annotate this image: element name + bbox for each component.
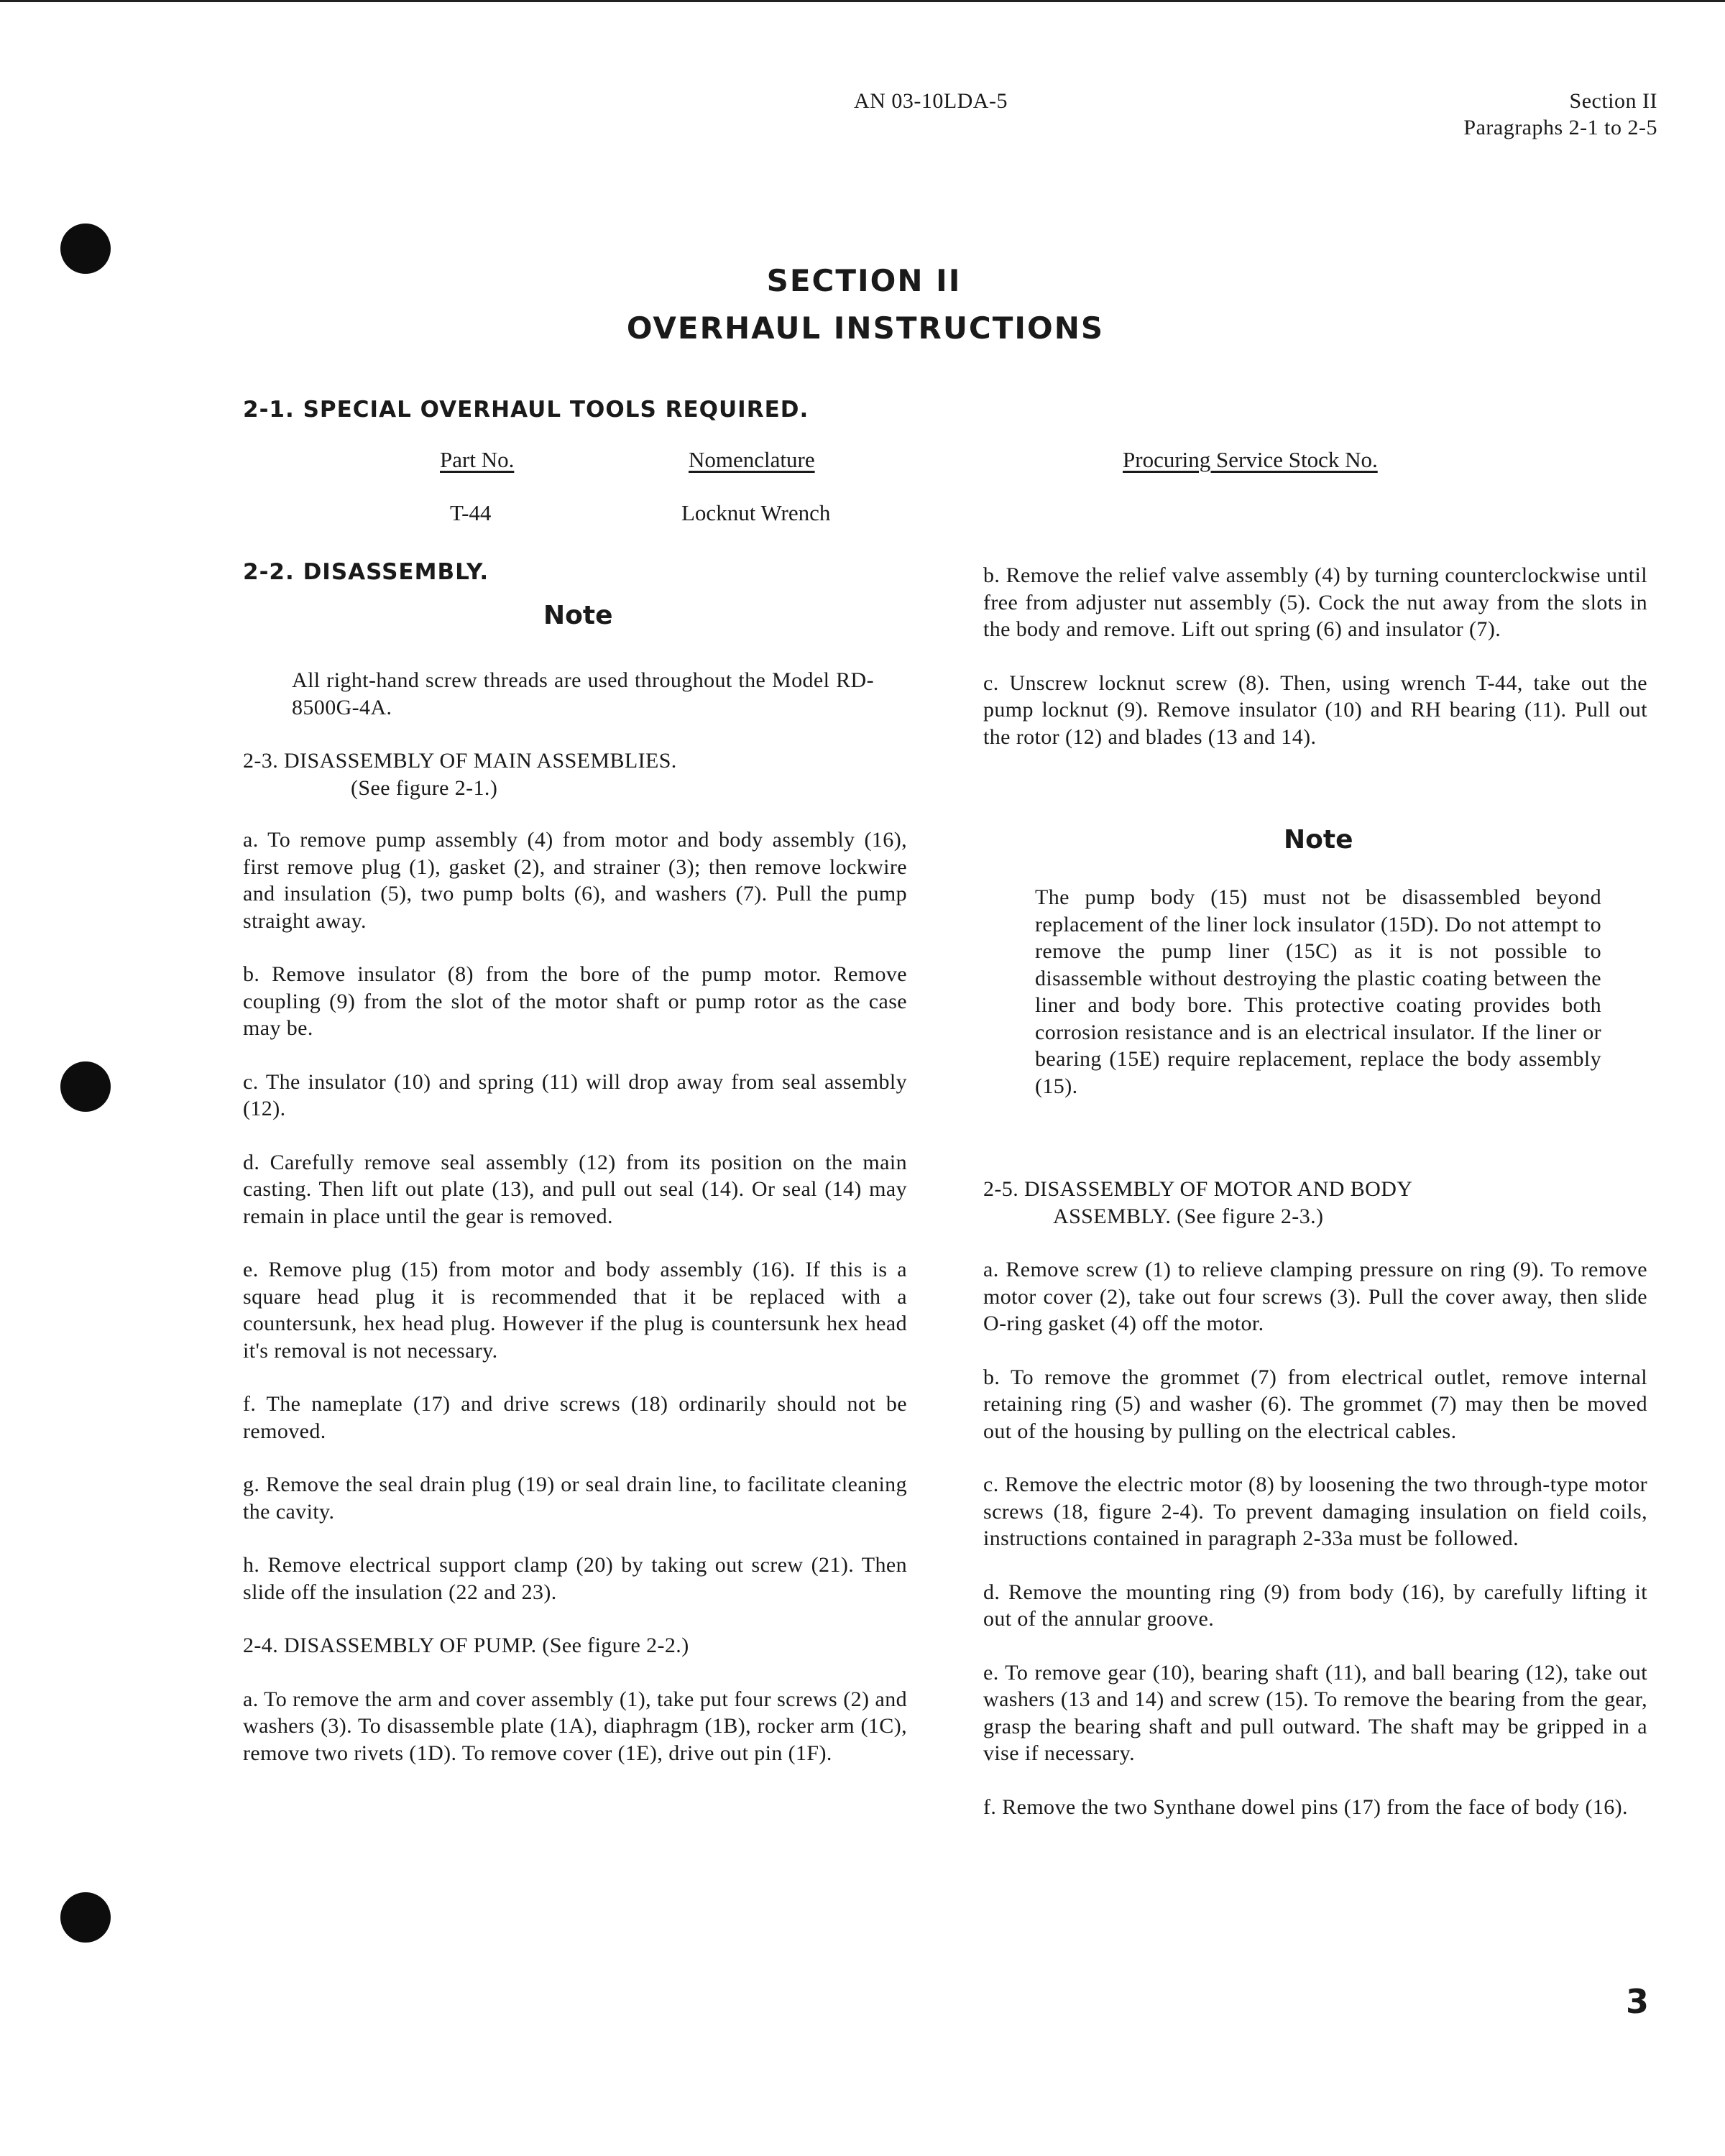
left-note-text: All right-hand screw threads are used throughout the Model RD-8500G-4A. (292, 668, 874, 719)
heading-2-5: 2-5. DISASSEMBLY OF MOTOR AND BODY (983, 1177, 1413, 1201)
right-column-2-4-body (983, 562, 1647, 750)
para-2-5-b: b. To remove the grommet (7) from electrical outlet, remove internal retaining ring (5) and washer (6). The grommet (7) may then be moved out of the housing by pulling on the electrical cables. (983, 1365, 1647, 1443)
para-2-5-e: e. To remove gear (10), bearing shaft (11), and ball bearing (12), take out washers (13 and 14) and screw (15). To remove the bearing from the gear, grasp the bearing shaft and pull outward. The shaft may be gripped in a vise if necessary. (983, 1660, 1647, 1765)
para-2-4-c: c. Unscrew locknut screw (8). Then, using wrench T-44, take out the pump locknut (9). Remove insulator (10) and RH bearing (11). Pull out the rotor (12) and blades (13 and 14). (983, 671, 1647, 749)
para-2-3-f: f. The nameplate (17) and drive screws (18) ordinarily should not be removed. (243, 1392, 907, 1443)
tools-col-part-no: Part No. (440, 447, 515, 472)
right-heading-2-5 (983, 1176, 1652, 1230)
left-heading-2-3 (243, 747, 919, 801)
right-note-body (1035, 884, 1601, 1100)
para-2-3-b: b. Remove insulator (8) from the bore of the pump motor. Remove coupling (9) from the slot of the motor shaft or pump rotor as the case may be. (243, 962, 907, 1040)
para-2-3-e: e. Remove plug (15) from motor and body assembly (16). If this is a square head plug it is recommended that it be replaced with a countersunk, hex head plug. However if the plug is countersunk hex head it's removal is not necessary. (243, 1258, 907, 1363)
heading-2-3-figure-ref: (See figure 2-1.) (351, 775, 498, 800)
heading-2-4: 2-4. DISASSEMBLY OF PUMP. (See figure 2-2.) (243, 1634, 689, 1657)
para-2-5-f: f. Remove the two Synthane dowel pins (17) from the face of body (16). (983, 1795, 1628, 1819)
para-2-3-d: d. Carefully remove seal assembly (12) from its position on the main casting. Then lift out plate (13), and pull out seal (14). Or seal (14) may remain in place until the gear is removed. (243, 1150, 907, 1228)
binder-hole-middle (60, 1061, 111, 1112)
tools-part-no-cell: T-44 (450, 500, 492, 525)
para-2-4-a: a. To remove the arm and cover assembly (1), take put four screws (2) and washers (3). To disassemble plate (1A), diaphragm (1B), rocker arm (1C), remove two rivets (1D). To remove cover (1E), drive out pin (1F). (243, 1687, 907, 1765)
heading-2-5-figure-ref: ASSEMBLY. (See figure 2-3.) (1053, 1204, 1324, 1228)
para-2-5-c: c. Remove the electric motor (8) by loosening the two through-type motor screws (18, figure 2-4). To prevent damaging insulation on field coils, instructions contained in paragraph 2-33a must be followed. (983, 1473, 1647, 1550)
document-number: AN 03-10LDA-5 (854, 89, 1008, 113)
right-column-2-5-body (983, 1256, 1647, 1820)
para-2-3-a: a. To remove pump assembly (4) from motor and body assembly (16), first remove plug (1), gasket (2), and strainer (3); then remove lockwire and insulation (5), two pump bolts (6), and washers (7). Pull the pump straight away. (243, 828, 907, 933)
left-column-2-3-body (243, 826, 907, 1766)
tools-nomenclature-cell: Locknut Wrench (681, 500, 831, 525)
para-2-4-b: b. Remove the relief valve assembly (4) by turning counterclockwise until free from adjuster nut assembly (5). Cock the nut away from the slots in the body and remove. Lift out spring (6) and insulator (7). (983, 563, 1647, 641)
tools-heading: 2-1. SPECIAL OVERHAUL TOOLS REQUIRED. (243, 397, 809, 423)
left-note-label: Note (543, 601, 613, 630)
disassembly-heading: 2-2. DISASSEMBLY. (243, 559, 489, 585)
para-2-3-g: g. Remove the seal drain plug (19) or seal drain line, to facilitate cleaning the cavity. (243, 1473, 907, 1524)
para-2-3-h: h. Remove electrical support clamp (20) by taking out screw (21). Then slide off the insulation (22 and 23). (243, 1553, 907, 1604)
right-note-text: The pump body (15) must not be disassembled beyond replacement of the liner lock insulator (15D). Do not attempt to remove the pump liner (15C) as it is not possible to disassemble without destroying the plastic coating between the liner and body bore. This protective coating provides both corrosion resistance and is an electrical insulator. If the liner or bearing (15E) require replacement, replace the body assembly (15). (1035, 885, 1601, 1098)
top-edge-rule (0, 0, 1725, 2)
paragraphs-range: Paragraphs 2-1 to 2-5 (1463, 116, 1657, 139)
tools-col-nomenclature: Nomenclature (689, 447, 815, 472)
para-2-5-d: d. Remove the mounting ring (9) from body (16), by carefully lifting it out of the annular groove. (983, 1580, 1647, 1631)
right-note-label: Note (1284, 825, 1353, 854)
tools-col-stock-no: Procuring Service Stock No. (1123, 447, 1378, 472)
left-note-body (292, 667, 874, 721)
para-2-5-a: a. Remove screw (1) to relieve clamping pressure on ring (9). To remove motor cover (2), take out four screws (3). Pull the cover away, then slide O-ring gasket (4) off the motor. (983, 1258, 1647, 1335)
section-title: SECTION II (766, 263, 962, 298)
section-subtitle: OVERHAUL INSTRUCTIONS (626, 310, 1105, 346)
para-2-3-c: c. The insulator (10) and spring (11) will drop away from seal assembly (12). (243, 1069, 907, 1120)
page-number: 3 (1626, 1982, 1650, 2021)
section-label: Section II (1569, 89, 1657, 113)
binder-hole-bottom (60, 1892, 111, 1943)
heading-2-3: 2-3. DISASSEMBLY OF MAIN ASSEMBLIES. (243, 749, 677, 773)
